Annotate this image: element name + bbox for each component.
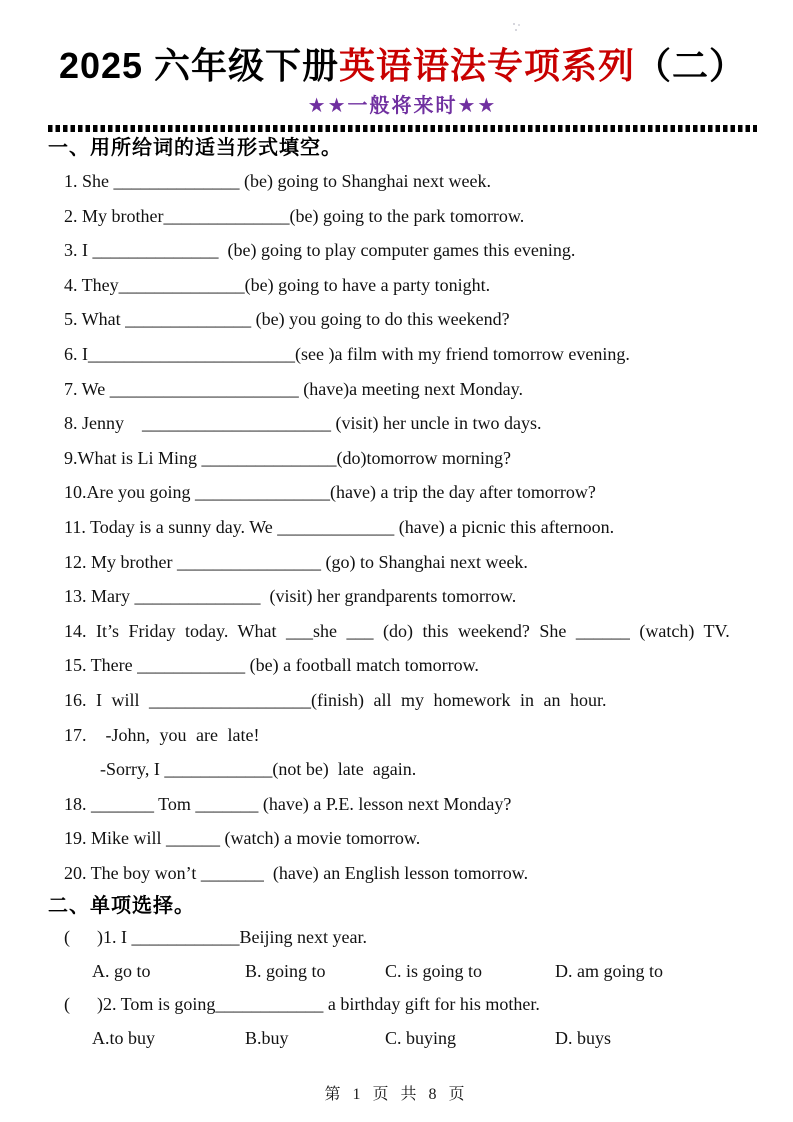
- mc-option: C. is going to: [385, 960, 483, 981]
- scan-artifact: [512, 22, 522, 32]
- fill-blank-item: 1. She ______________ (be) going to Shanghai next week.: [64, 171, 491, 191]
- fill-blank-item: 2. My brother______________(be) going to the park tomorrow.: [64, 205, 525, 226]
- fill-blank-item: 19. Mike will ______ (watch) a movie tomorrow.: [64, 828, 421, 849]
- fill-blank-item: 20. The boy won’t _______ (have) an English lesson tomorrow.: [64, 862, 529, 883]
- section1-heading: 一、用所给词的适当形式填空。: [48, 137, 342, 159]
- fill-blank-item: 17. -John, you are late!: [64, 724, 260, 745]
- mc-option: A. go to: [92, 960, 151, 981]
- section2-heading: 二、单项选择。: [48, 895, 195, 918]
- fill-blank-item: 16. I will __________________(finish) all my homework in an hour.: [64, 689, 607, 710]
- multiple-choice-list: [48, 921, 757, 1055]
- fill-blank-item: 4. They______________(be) going to have a party tonight.: [64, 274, 491, 295]
- page-number: 第 1 页 共 8 页: [324, 1086, 469, 1103]
- fill-blank-item: 18. _______ Tom _______ (have) a P.E. lesson next Monday?: [64, 793, 512, 814]
- title-highlight: 英语语法专项系列: [339, 45, 636, 86]
- fill-blank-item: 15. There ____________ (be) a football match tomorrow.: [64, 655, 479, 676]
- fill-blank-item: 3. I ______________ (be) going to play computer games this evening.: [64, 240, 576, 261]
- mc-option: D. buys: [555, 1027, 612, 1048]
- fill-blank-item: 5. What ______________ (be) you going to do this weekend?: [64, 309, 510, 330]
- mc-option: D. am going to: [555, 960, 663, 981]
- fill-blank-list: [48, 164, 757, 890]
- title-prefix: 2025 六年级下册: [58, 45, 340, 86]
- mc-option: B.buy: [245, 1027, 289, 1048]
- mc-option: A.to buy: [92, 1027, 155, 1048]
- mc-option: B. going to: [245, 960, 326, 981]
- fill-blank-item: 14. It’s Friday today. What ___she ___ (do) this weekend? She ______ (watch) TV.: [64, 620, 730, 641]
- fill-blank-item: 9.What is Li Ming _______________(do)tomorrow morning?: [64, 447, 511, 468]
- mc-question-stem: ( )1. I ____________Beijing next year.: [64, 927, 367, 948]
- mc-question-stem: ( )2. Tom is going____________ a birthday gift for his mother.: [64, 994, 540, 1015]
- fill-blank-item: 13. Mary ______________ (visit) her grandparents tomorrow.: [64, 586, 517, 607]
- fill-blank-item: 11. Today is a sunny day. We _____________ (have) a picnic this afternoon.: [64, 516, 615, 537]
- mc-option: C. buying: [385, 1027, 457, 1048]
- title-suffix: （二）: [635, 45, 747, 86]
- mc-options-row: [92, 1022, 757, 1056]
- fill-blank-item: 12. My brother ________________ (go) to Shanghai next week.: [64, 551, 528, 572]
- fill-blank-item: 8. Jenny _____________________ (visit) her uncle in two days.: [64, 413, 542, 434]
- dotted-divider: [48, 125, 757, 132]
- fill-blank-item: 6. I_______________________(see )a film with my friend tomorrow evening.: [64, 343, 630, 364]
- fill-blank-item: -Sorry, I ____________(not be) late again.: [100, 759, 417, 780]
- page-subtitle: ★★一般将来时★★: [307, 95, 498, 117]
- fill-blank-item: 10.Are you going _______________(have) a trip the day after tomorrow?: [64, 482, 596, 503]
- page-title: [48, 40, 757, 92]
- fill-blank-item: 7. We _____________________ (have)a meeting next Monday.: [64, 378, 523, 399]
- mc-options-row: [92, 955, 757, 989]
